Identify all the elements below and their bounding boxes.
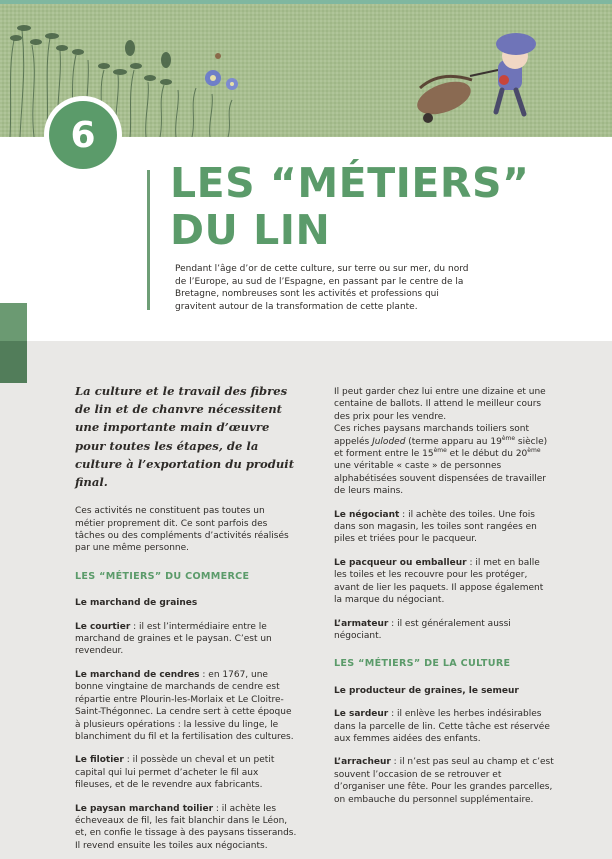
entry-pacqueur	[334, 557, 554, 607]
entry-armateur	[334, 618, 554, 643]
term-courtier: Le courtier	[75, 621, 131, 632]
right-column	[334, 386, 554, 817]
entry-sardeur	[334, 708, 554, 745]
term-armateur: L’armateur	[334, 618, 389, 629]
title-divider	[147, 170, 150, 310]
paysan-continued-a: Il peut garder chez lui entre une dizaine et une centaine de ballots. Il attend le meilleur cours des prix pour les vendre.	[334, 387, 546, 422]
text-armateur: : il est généralement aussi négociant.	[334, 618, 511, 641]
entry-arracheur	[334, 756, 554, 806]
juloded-term: Juloded	[372, 436, 406, 447]
paysan-continued-b	[334, 423, 554, 497]
text-negociant: : il achète des toiles. Une fois dans son magasin, les toiles sont rangées en piles et triées pour le pacqueur.	[334, 509, 537, 545]
term-marchand-cendres: Le marchand de cendres	[75, 669, 200, 680]
text-arracheur: : il n’est pas seul au champ et c’est souvent l’occasion de se retrouver et d’organiser une fête. Pour les grandes parcelles, on embauche du personnel supplémentaire.	[334, 757, 554, 805]
intro-paragraph: Pendant l’âge d’or de cette culture, sur terre ou sur mer, du nord de l’Europe, au sud de l’Espagne, en passant par le centre de la Bretagne, nombreuses sont les activités et professions qui gravitent autour de la transformation de cette plante.	[175, 264, 469, 312]
text-filotier: : il possède un cheval et un petit capital qui lui permet d’acheter le fil aux fileuses, et de le revendre aux fabricants.	[75, 755, 275, 791]
title-line-1: LES “MÉTIERS”	[170, 159, 530, 207]
title-line-2: DU LIN	[170, 206, 331, 254]
superscript-eme: ème	[501, 434, 516, 442]
text-marchand-cendres: : en 1767, une bonne vingtaine de marchands de cendre est répartie entre Plourin-les-Morlaix et Le Cloitre-Saint-Thégonnec. La cendre sert à cette époque à plusieurs opérations : la lessive du linge, le blanchiment du fil et la fertilisation des cultures.	[75, 669, 294, 742]
side-tab-light	[0, 303, 27, 341]
term-paysan-marchand: Le paysan marchand toilier	[75, 803, 214, 814]
chapter-badge	[44, 96, 122, 174]
term-producteur: Le producteur de graines, le semeur	[334, 685, 519, 696]
text-pacqueur: : il met en balle les toiles et les recouvre pour les protéger, avant de lier les paquets. Il appose également la marque du négociant.	[334, 557, 544, 606]
lead-paragraph: Ces activités ne constituent pas toutes un métier proprement dit. Ce sont parfois des tâches ou des compléments d’activités réalisés par une même personne.	[75, 506, 289, 554]
juloded-text-3: siècle) et forment entre le 15	[334, 436, 548, 460]
entry-filotier	[75, 754, 297, 791]
term-pacqueur: Le pacqueur ou emballeur	[334, 557, 467, 568]
term-marchand-graines: Le marchand de graines	[75, 598, 198, 609]
entry-paysan-marchand	[75, 803, 297, 853]
text-paysan-marchand: : il achète les écheveaux de fil, les fait blanchir dans le Léon, et, en confie le tissage à des paysans tisserands. Il revend ensuite les toiles aux négociants.	[75, 803, 297, 851]
juloded-text-1: Ces riches paysans marchands toiliers sont appelés	[334, 424, 529, 447]
text-sardeur: : il enlève les herbes indésirables dans la parcelle de lin. Cette tâche est réservée aux femmes aidées des enfants.	[334, 709, 550, 744]
superscript-eme: ème	[527, 447, 541, 455]
term-negociant: Le négociant	[334, 509, 400, 520]
juloded-text-5: une véritable « caste » de personnes alphabétisées souvent dispensées de travailler de leurs mains.	[334, 461, 547, 497]
lead-quote: La culture et le travail des fibres de lin et de chanvre nécessitent une importante main d’œuvre pour toutes les étapes, de la culture à l’exportation du produit final.	[75, 384, 295, 490]
section-heading-culture: LES “MÉTIERS” DE LA CULTURE	[334, 658, 511, 670]
text-courtier: : il est l’intermédiaire entre le marchand de graines et le paysan. C’est un revendeur.	[75, 621, 272, 657]
entry-marchand-cendres	[75, 669, 297, 743]
side-tab-dark	[0, 341, 27, 383]
term-filotier: Le filotier	[75, 755, 124, 766]
section-heading-commerce: LES “MÉTIERS” DU COMMERCE	[75, 570, 250, 582]
term-arracheur: L’arracheur	[334, 757, 391, 768]
entry-courtier	[75, 621, 297, 658]
juloded-text-4: et le début du 20	[446, 449, 528, 460]
page-title	[170, 160, 590, 254]
entry-negociant	[334, 509, 554, 546]
term-sardeur: Le sardeur	[334, 709, 389, 720]
left-column	[75, 382, 297, 859]
juloded-text-2: (terme apparu au 19	[405, 436, 502, 447]
superscript-eme: ème	[433, 447, 447, 455]
chapter-number: 6	[49, 101, 117, 169]
